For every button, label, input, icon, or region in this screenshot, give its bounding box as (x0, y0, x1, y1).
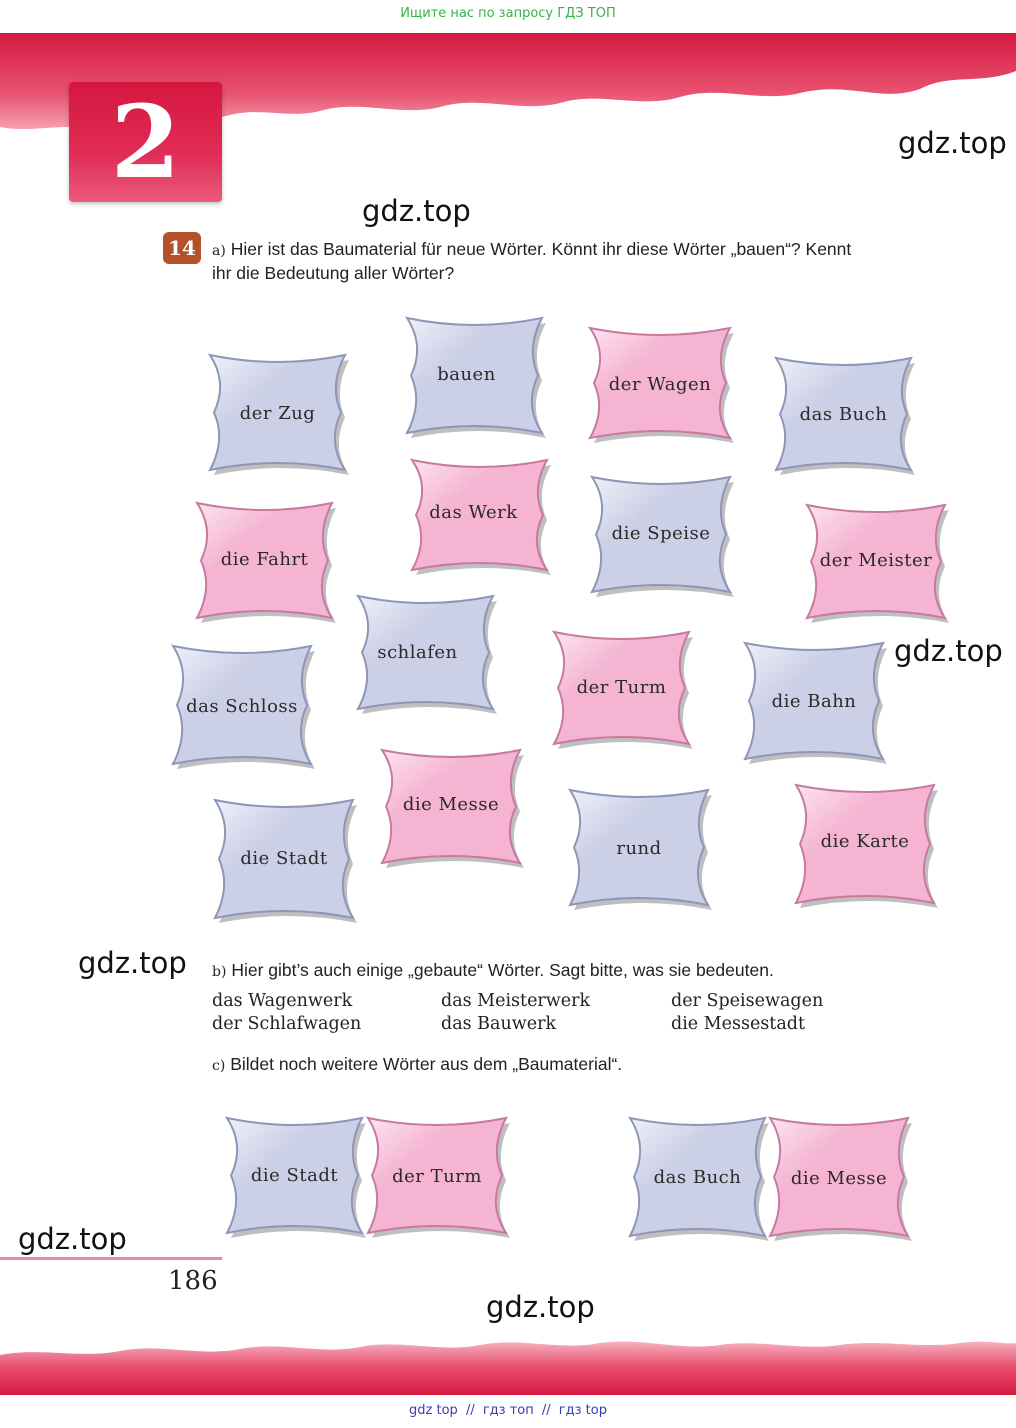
card-label: der Zug (239, 403, 316, 424)
word-card[interactable] (580, 318, 740, 448)
card-label: der Turm (576, 677, 667, 698)
card-label: schlafen (377, 642, 458, 663)
word-card[interactable] (786, 775, 944, 913)
card-label: die Stadt (250, 1165, 339, 1186)
card-label: der Meister (819, 550, 933, 571)
example-card[interactable] (620, 1108, 775, 1246)
card-label: die Karte (820, 831, 910, 852)
watermark: gdz.top (486, 1290, 595, 1324)
search-hint: Ищите нас по запросу ГДЗ ТОП (400, 6, 616, 21)
built-word: der Schlafwagen (212, 1014, 362, 1034)
built-word: die Messestadt (671, 1014, 805, 1034)
footer-links (0, 1403, 1016, 1418)
card-label: bauen (437, 364, 496, 385)
word-card[interactable] (735, 633, 893, 769)
built-word: das Wagenwerk (212, 991, 353, 1011)
example-card[interactable] (217, 1108, 372, 1243)
word-card[interactable] (205, 790, 363, 928)
word-card[interactable] (372, 740, 530, 873)
word-card[interactable] (163, 636, 321, 774)
built-word: das Bauwerk (441, 1014, 557, 1034)
task-c-instruction: c) Bildet noch weitere Wörter aus dem „Baumaterial“. (212, 1054, 623, 1074)
card-label: die Speise (611, 523, 711, 544)
word-card[interactable] (560, 780, 718, 915)
built-word: der Speisewagen (671, 991, 824, 1011)
task-a-instruction: a) Hier ist das Baumaterial für neue Wörter. Könnt ihr diese Wörter „bauen“? Kennt ihr die Bedeutung aller Wörter? (212, 239, 852, 283)
card-label: die Messe (402, 794, 500, 815)
word-card[interactable] (766, 348, 921, 480)
card-label: die Fahrt (220, 549, 309, 570)
card-label: die Stadt (240, 848, 328, 869)
word-card[interactable] (797, 495, 955, 628)
task-b-instruction: b) Hier gibt’s auch einige „gebaute“ Wörter. Sagt bitte, was sie bedeuten. (212, 960, 774, 980)
watermark: gdz.top (362, 194, 471, 228)
word-card[interactable] (200, 345, 355, 480)
word-card[interactable] (397, 308, 552, 443)
watermark: gdz.top (898, 126, 1007, 160)
page-number: 186 (168, 1266, 218, 1296)
bottom-decor-band (0, 1335, 1016, 1395)
footer-separator: // (541, 1403, 551, 1418)
card-label: das Schloss (186, 696, 298, 717)
example-card[interactable] (760, 1108, 918, 1246)
task-number: 14 (163, 232, 201, 264)
footer-link[interactable]: гдз топ (482, 1403, 534, 1418)
example-card[interactable] (358, 1108, 516, 1243)
card-label: der Turm (392, 1166, 482, 1187)
footer-link[interactable]: gdz top (409, 1403, 458, 1418)
card-label: das Buch (653, 1167, 742, 1188)
footer-separator: // (465, 1403, 475, 1418)
card-label: der Wagen (608, 374, 712, 395)
card-label: rund (616, 838, 662, 859)
card-label: die Bahn (771, 691, 857, 712)
word-card[interactable] (187, 493, 342, 628)
footer-link[interactable]: гдз top (558, 1403, 607, 1418)
watermark: gdz.top (18, 1222, 127, 1256)
card-label: das Werk (429, 502, 518, 523)
watermark: gdz.top (894, 634, 1003, 668)
word-card[interactable] (582, 467, 740, 602)
word-card[interactable] (544, 622, 699, 754)
chapter-badge: 2 (69, 82, 222, 202)
page-number-rule (0, 1257, 222, 1260)
card-label: das Buch (799, 404, 888, 425)
word-card[interactable] (402, 450, 557, 580)
watermark: gdz.top (78, 946, 187, 980)
card-label: die Messe (790, 1168, 888, 1189)
built-word: das Meisterwerk (441, 991, 591, 1011)
word-card[interactable] (348, 586, 503, 719)
